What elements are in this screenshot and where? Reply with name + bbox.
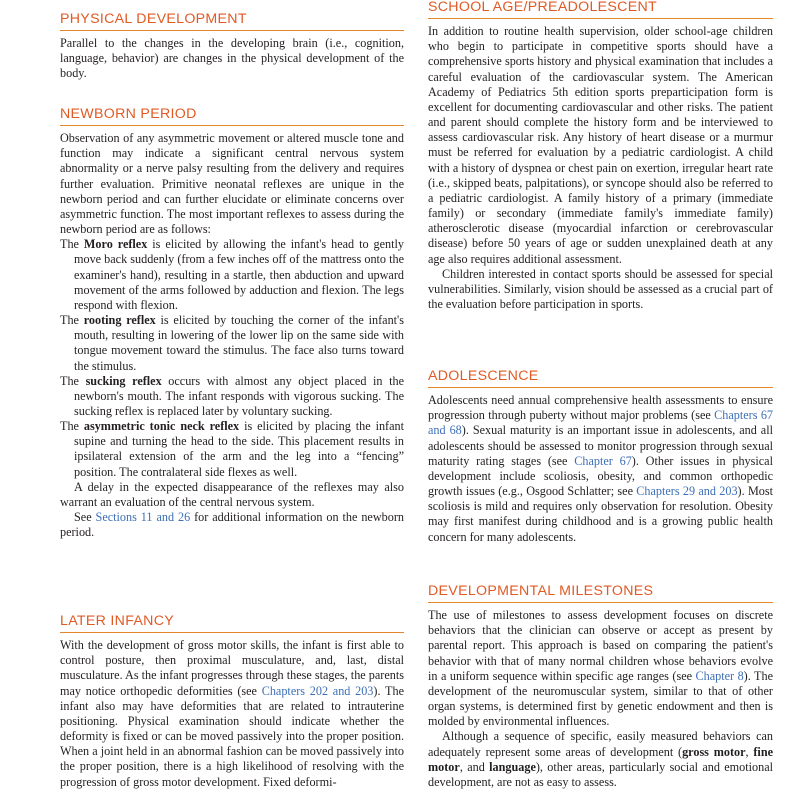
- section-heading-developmental-milestones: DEVELOPMENTAL MILESTONES: [428, 584, 773, 603]
- paragraph: A delay in the expected disappearance of the reflexes may also warrant an evaluation of the central nervous system.: [60, 479, 404, 509]
- section-heading-adolescence: ADOLESCENCE: [428, 369, 773, 388]
- sections-link[interactable]: Sections 11 and 26: [95, 510, 191, 525]
- term-sucking-reflex: sucking reflex: [85, 373, 162, 388]
- chapter-67-link[interactable]: Chapter 67: [574, 453, 632, 468]
- term-moro-reflex: Moro reflex: [83, 237, 148, 252]
- paragraph: In addition to routine health supervision, older school-age children who begin to participate in competitive sports should have a comprehensive sports history and physical examination that includes a careful evaluation of the cardiovascular system. The American Academy of Pediatrics 5th edition sports preparticipation form is excellent for documenting cardiovascular and other risks. The patient and parent should complete the history form and be interviewed to assess cardiovascular risk. Any history of heart disease or a murmur must be referred for evaluation by a pediatric cardiologist. A child with a history of dyspnea or chest pain on exertion, irregular heart rate (i.e., skipped beats, palpitations), or syncope should also be referred to a pediatric cardiologist. A family history of a primary (immediate family) or secondary (immediate family's immediate family) atherosclerotic disease (myocardial infarction or cerebrovascular disease) before 50 years of age or sudden unexplained death at any age also requires additional assessment.: [428, 24, 773, 266]
- term-rooting-reflex: rooting reflex: [83, 313, 156, 328]
- paragraph: Children interested in contact sports should be assessed for special vulnerabilities. Similarly, vision should be assessed as a crucial part of the evaluation before participation in sports.: [428, 266, 773, 311]
- rooting-reflex-item: The rooting reflex is elicited by touching the corner of the infant's mouth, resulting in lowering of the lower lip on the same side with tongue movement toward the stimulus. The face also turns toward the stimulus.: [60, 313, 404, 373]
- developmental-milestones-section: [428, 584, 773, 790]
- chapters-67-68-link[interactable]: Chapters 67 and 68: [428, 408, 774, 438]
- chapters-29-203-link[interactable]: Chapters 29 and 203: [636, 484, 738, 499]
- adolescence-section: [428, 369, 773, 545]
- paragraph: Observation of any asymmetric movement or altered muscle tone and function may indicate a significant central nervous system abnormality or a nerve palsy resulting from the delivery and requires further evaluation. Primitive neonatal reflexes are unique in the newborn period and can further elucidate or eliminate concerns over asymmetric function. The most important reflexes to assess during the newborn period are as follows:: [60, 131, 404, 237]
- paragraph: Parallel to the changes in the developing brain (i.e., cognition, language, behavior) are changes in the physical development of the body.: [60, 36, 404, 81]
- paragraph: See Sections 11 and 26 for additional information on the newborn period.: [60, 510, 404, 540]
- section-heading-newborn-period: NEWBORN PERIOD: [60, 107, 404, 126]
- physical-development-section: [60, 12, 404, 82]
- sucking-reflex-item: The sucking reflex occurs with almost any object placed in the newborn's mouth. The infant responds with vigorous sucking. The sucking reflex is replaced later by voluntary sucking.: [60, 373, 405, 418]
- paragraph: Although a sequence of specific, easily measured behaviors can adequately represent some areas of development (gross motor, fine motor, and language), other areas, particularly social and emotional development, are not as easy to assess.: [428, 729, 774, 789]
- chapters-link[interactable]: Chapters 202 and 203: [261, 683, 374, 698]
- chapter-8-link[interactable]: Chapter 8: [695, 668, 744, 683]
- section-heading-later-infancy: LATER INFANCY: [60, 614, 404, 633]
- atnr-item: The asymmetric tonic neck reflex is elicited by placing the infant supine and turning the head to the side. This placement results in ipsilateral extension of the arm and the leg into a “fencing” position. The contralateral side flexes as well.: [60, 419, 404, 479]
- paragraph: Adolescents need annual comprehensive health assessments to ensure progression through puberty without major problems (see Chapters 67 and 68). Sexual maturity is an important issue in adolescents, and all adolescents should be assessed to monitor progression through sexual maturity rating stages (see Chapter 67). Other issues in physical development include scoliosis, obesity, and common orthopedic growth issues (e.g., Osgood Schlatter; see Chapters 29 and 203). Most scoliosis is mild and requires only observation for resolution. Obesity may first manifest during childhood and is a growing public health concern for many adolescents.: [428, 393, 774, 544]
- section-heading-school-age: SCHOOL AGE/PREADOLESCENT: [428, 0, 773, 19]
- later-infancy-section: [60, 614, 404, 790]
- newborn-period-section: [60, 107, 404, 540]
- paragraph: With the development of gross motor skills, the infant is first able to control posture, then proximal musculature, and, last, distal musculature. As the infant progresses through these stages, the parents may notice orthopedic deformities (see Chapters 202 and 203). The infant also may have deformities that are related to intrauterine positioning. Physical examination should indicate whether the deformity is fixed or can be moved passively into the proper position. When a joint held in an abnormal fashion can be moved passively into the proper position, there is a high likelihood of resolving with the progression of gross motor development. Fixed deformi-: [60, 638, 404, 789]
- term-asymmetric-tonic-neck-reflex: asymmetric tonic neck reflex: [83, 419, 240, 434]
- section-heading-physical-development: PHYSICAL DEVELOPMENT: [60, 12, 404, 31]
- moro-reflex-item: The Moro reflex is elicited by allowing the infant's head to gently move back suddenly (from a few inches off of the mattress onto the examiner's hand), resulting in a startle, then abduction and upward movement of the arms followed by adduction and flexion. The legs respond with flexion.: [60, 237, 404, 312]
- school-age-section: [428, 0, 773, 312]
- paragraph: The use of milestones to assess development focuses on discrete behaviors that the clinician can observe or accept as present by parental report. This approach is based on comparing the patient's behavior with that of many normal children whose behaviors evolve in a uniform sequence within specific age ranges (see Chapter 8). The development of the neuromuscular system, similar to that of other organ systems, is determined first by genetic endowment and then is molded by environmental influences.: [428, 608, 773, 729]
